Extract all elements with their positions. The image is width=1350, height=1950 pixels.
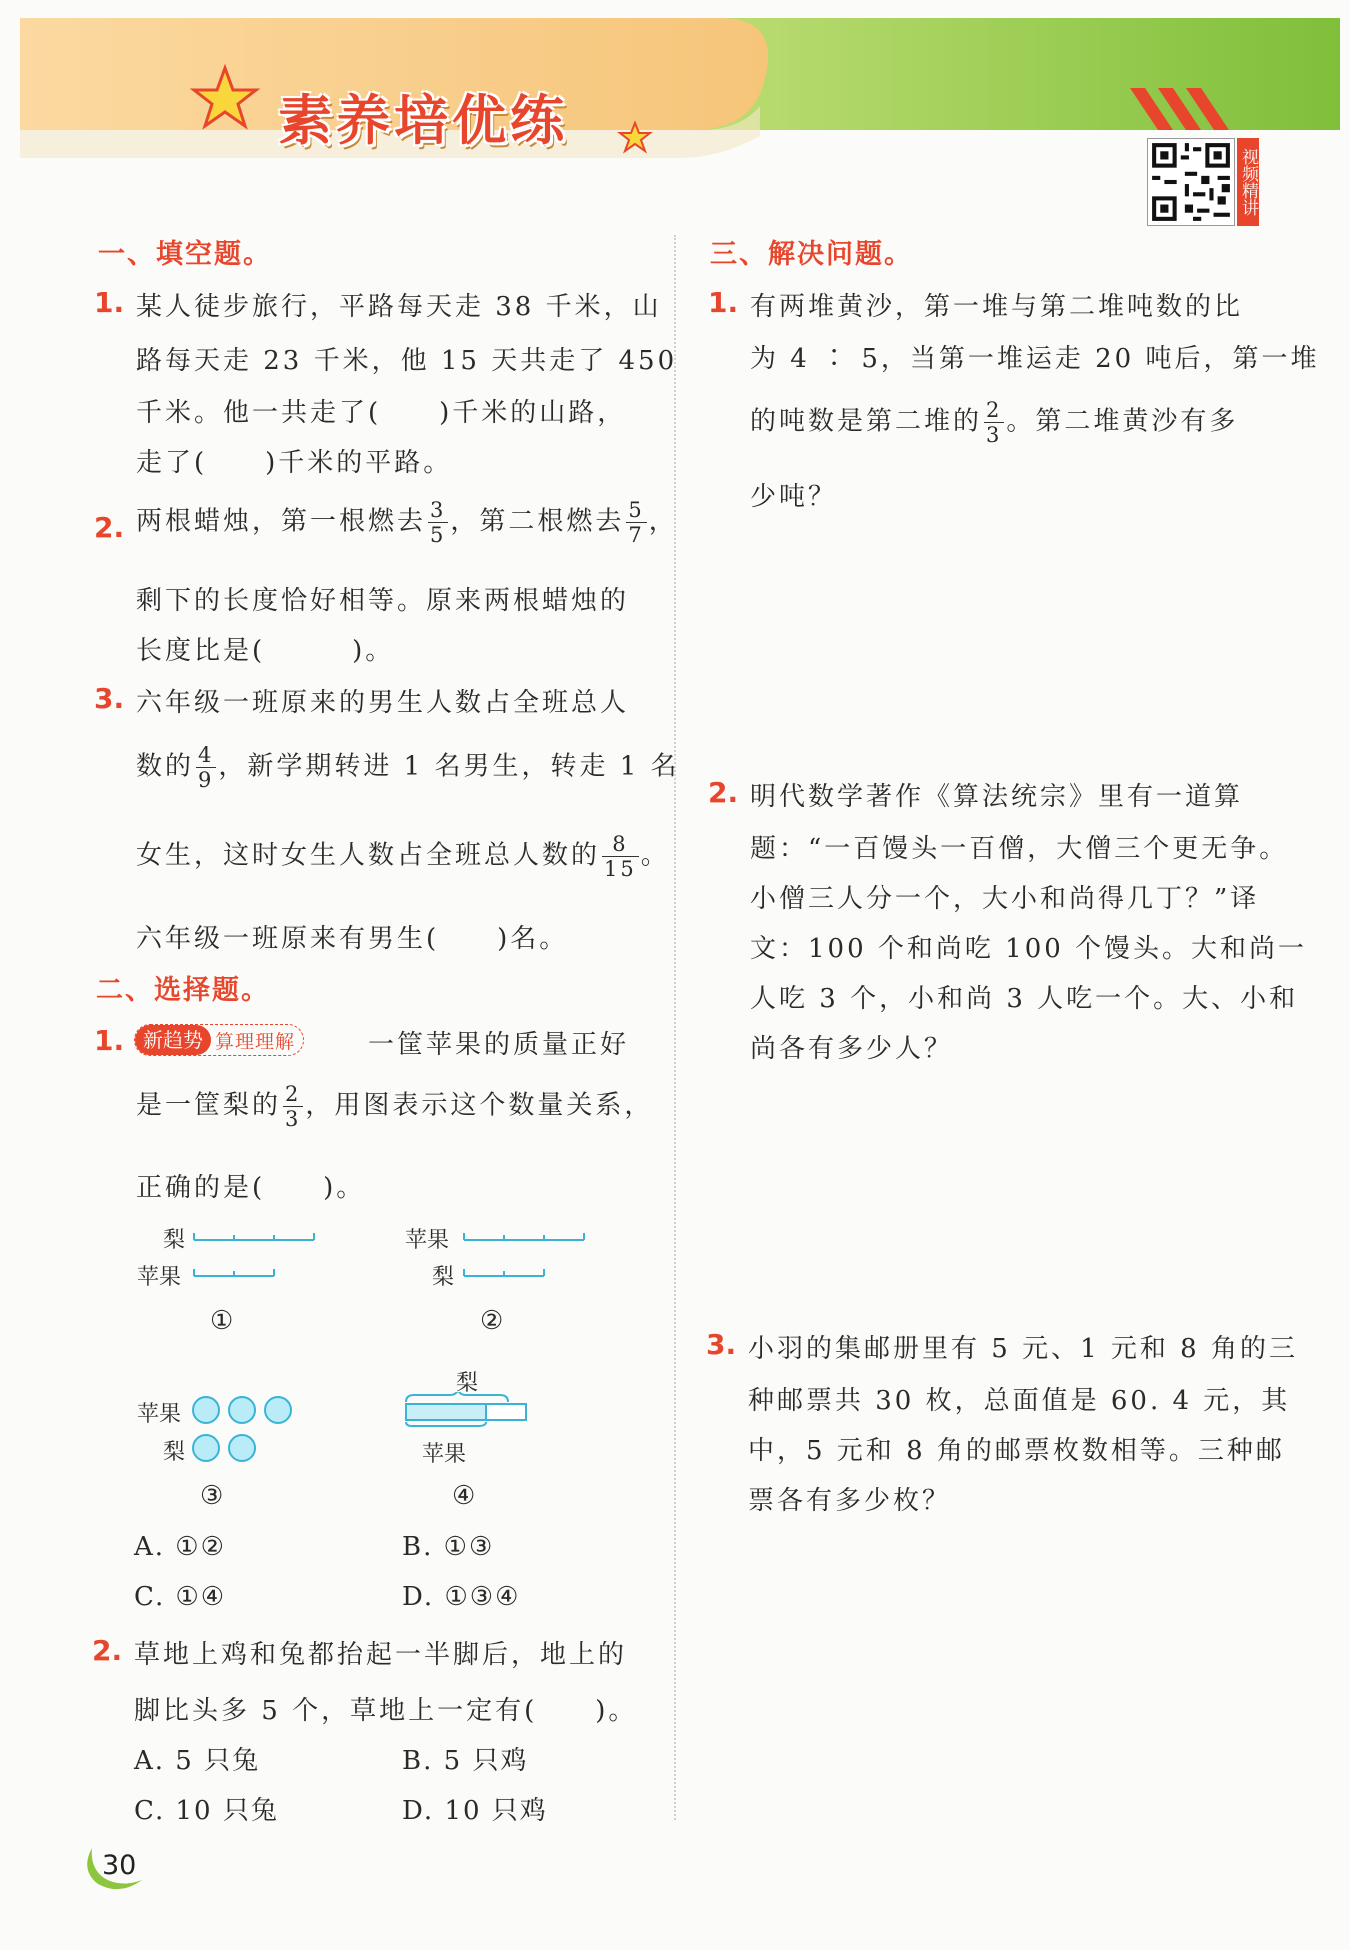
question-text: 票各有多少枚？ <box>748 1486 952 1516</box>
video-explanation-label: 视频精讲 <box>1237 138 1259 226</box>
question-number: 1. <box>94 1024 125 1057</box>
question-number: 1. <box>94 286 125 319</box>
question-text: 中，5 元和 8 角的邮票枚数相等。三种邮 <box>748 1436 1285 1466</box>
section3-heading: 三、解决问题。 <box>710 239 913 270</box>
question-text: 数的 $\frac{4}{9}$ ，新学期转进 1 名男生，转走 1 名 <box>136 743 680 792</box>
question-text: 某人徒步旅行，平路每天走 38 千米，山 <box>136 292 662 322</box>
question-text: 明代数学著作《算法统宗》里有一道算 <box>750 782 1244 812</box>
question-text: 千米。他一共走了( )千米的山路， <box>136 398 627 428</box>
header-banner <box>20 18 1340 168</box>
diagram-1-label: ① <box>210 1306 234 1336</box>
segment-diagram-2 <box>462 1230 592 1282</box>
question-number: 2. <box>708 776 739 809</box>
question-text: 尚各有多少人？ <box>750 1034 954 1064</box>
apple-label: 苹果 <box>137 1402 182 1427</box>
question-text: 题：“一百馒头一百僧，大僧三个更无争。 <box>750 834 1289 864</box>
pear-label: 梨 <box>163 1228 186 1253</box>
fraction: $\frac{3}{5}$ <box>430 498 447 547</box>
question-text: 草地上鸡和兔都抬起一半脚后，地上的 <box>134 1640 628 1670</box>
new-trend-tag: 新趋势 算理理解 <box>134 1024 304 1056</box>
question-text: 的吨数是第二堆的 $\frac{2}{3}$ 。第二堆黄沙有多 <box>750 398 1239 447</box>
option-b[interactable]: B. ①③ <box>402 1532 495 1562</box>
qr-code-icon <box>1147 138 1235 226</box>
question-text: 为 4 ∶ 5，当第一堆运走 20 吨后，第一堆 <box>750 344 1320 374</box>
question-number: 3. <box>94 682 125 715</box>
circle-diagram-3 <box>190 1394 300 1470</box>
question-number: 2. <box>94 511 125 544</box>
question-text: 走了( )千米的平路。 <box>136 448 453 478</box>
fraction: $\frac{8}{15}$ <box>604 832 637 881</box>
section1-heading: 一、填空题。 <box>98 239 272 270</box>
question-text: 一筐苹果的质量正好 <box>368 1030 630 1060</box>
option-a[interactable]: A. 5 只兔 <box>134 1746 261 1776</box>
diagram-3-label: ③ <box>200 1481 224 1511</box>
option-d[interactable]: D. ①③④ <box>402 1582 521 1612</box>
option-c[interactable]: C. ①④ <box>134 1582 227 1612</box>
pear-label: 梨 <box>163 1440 186 1465</box>
column-divider <box>674 235 676 1820</box>
option-b[interactable]: B. 5 只鸡 <box>402 1746 529 1776</box>
bar-diagram-4 <box>404 1392 534 1428</box>
question-text: 少吨？ <box>750 482 838 512</box>
question-text: 路每天走 23 千米，他 15 天共走了 450 <box>136 346 678 376</box>
option-a[interactable]: A. ①② <box>134 1532 226 1562</box>
question-text: 小羽的集邮册里有 5 元、1 元和 8 角的三 <box>748 1334 1298 1364</box>
question-number: 1. <box>708 286 739 319</box>
question-text: 脚比头多 5 个，草地上一定有( )。 <box>134 1696 638 1726</box>
question-text: 人吃 3 个，小和尚 3 人吃一个。大、小和 <box>750 984 1299 1014</box>
segment-diagram-1 <box>192 1230 322 1282</box>
question-text: 有两堆黄沙，第一堆与第二堆吨数的比 <box>750 292 1244 322</box>
apple-label: 苹果 <box>405 1228 450 1253</box>
pear-label: 梨 <box>432 1265 455 1290</box>
fraction: $\frac{2}{3}$ <box>285 1082 302 1131</box>
question-text: 女生，这时女生人数占全班总人数的 $\frac{8}{15}$ 。 <box>136 832 670 881</box>
diagram-4-label: ④ <box>452 1481 476 1511</box>
section2-heading: 二、选择题。 <box>96 975 270 1006</box>
fraction: $\frac{5}{7}$ <box>628 498 645 547</box>
page-title: 素养培优练 <box>278 89 568 152</box>
diagram-2-label: ② <box>480 1306 504 1336</box>
pear-label: 梨 <box>456 1371 479 1396</box>
question-number: 2. <box>92 1634 123 1667</box>
question-text: 长度比是( )。 <box>136 636 395 666</box>
question-text: 两根蜡烛，第一根燃去 $\frac{3}{5}$ ，第二根燃去 $\frac{5}{7}$ ， <box>136 498 678 547</box>
question-text: 文：100 个和尚吃 100 个馒头。大和尚一 <box>750 934 1308 964</box>
fraction: $\frac{2}{3}$ <box>986 398 1003 447</box>
apple-label: 苹果 <box>422 1442 467 1467</box>
question-text: 正确的是( )。 <box>136 1173 366 1203</box>
question-text: 是一筐梨的 $\frac{2}{3}$ ，用图表示这个数量关系， <box>136 1082 654 1131</box>
question-text: 六年级一班原来的男生人数占全班总人 <box>136 688 630 718</box>
fraction: $\frac{4}{9}$ <box>198 743 215 792</box>
option-d[interactable]: D. 10 只鸡 <box>402 1796 548 1826</box>
question-text: 剩下的长度恰好相等。原来两根蜡烛的 <box>136 586 630 616</box>
option-c[interactable]: C. 10 只兔 <box>134 1796 279 1826</box>
question-text: 六年级一班原来有男生( )名。 <box>136 924 569 954</box>
question-number: 3. <box>706 1328 737 1361</box>
page-number: 30 <box>102 1850 137 1881</box>
apple-label: 苹果 <box>137 1265 182 1290</box>
question-text: 小僧三人分一个，大小和尚得几丁？”译 <box>750 884 1260 914</box>
question-text: 种邮票共 30 枚，总面值是 60. 4 元，其 <box>748 1386 1291 1416</box>
